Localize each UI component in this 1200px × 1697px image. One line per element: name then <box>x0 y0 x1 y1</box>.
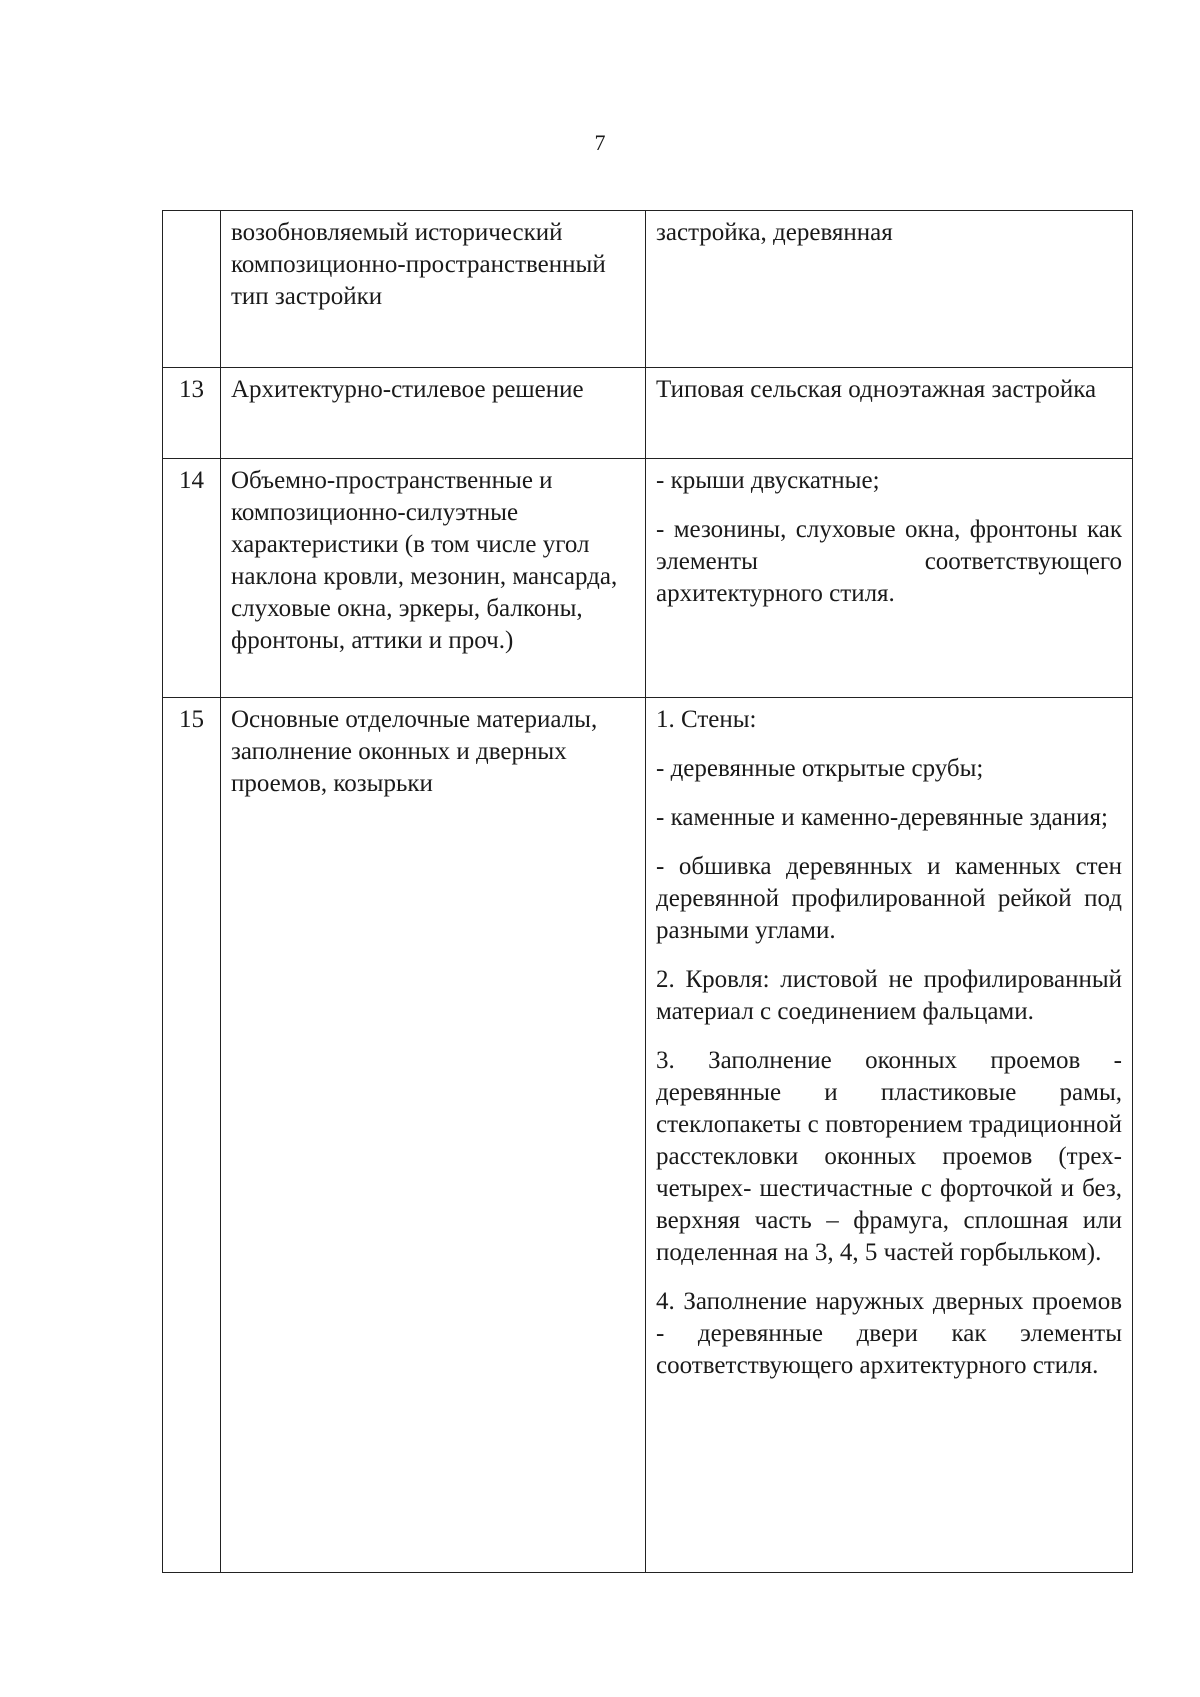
value-paragraph: - деревянные открытые срубы; <box>656 755 984 782</box>
row-number: 14 <box>163 459 221 698</box>
table-row <box>163 368 1133 459</box>
row-number: 15 <box>163 698 221 1573</box>
parameter-name-text: Архитектурно-стилевое решение <box>231 376 584 403</box>
value-paragraph: - мезонины, слуховые окна, фронтоны как элементы соответствующего архитектурного стиля. <box>656 516 1122 607</box>
value-paragraph: 3. Заполнение оконных проемов - деревянные и пластиковые рамы, стеклопакеты с повторением традиционной расстекловки оконных проемов (трех- четырех- шестичастные с форточкой и без, верхняя часть – фрамуга, сплошная или поделенная на 3, 4, 5 частей горбыльком). <box>656 1047 1122 1266</box>
page-number: 7 <box>594 130 606 155</box>
parameter-value <box>646 459 1133 698</box>
row-number: 13 <box>163 368 221 459</box>
value-paragraph: - каменные и каменно-деревянные здания; <box>656 804 1108 831</box>
value-paragraph: - обшивка деревянных и каменных стен деревянной профилированной рейкой под разными углами. <box>656 853 1122 944</box>
row-number <box>163 211 221 368</box>
value-paragraph: застройка, деревянная <box>656 219 893 246</box>
parameter-value <box>646 211 1133 368</box>
parameter-name-text: Основные отделочные материалы, заполнение оконных и дверных проемов, козырьки <box>231 706 598 797</box>
value-paragraph: Типовая сельская одноэтажная застройка <box>656 376 1097 403</box>
value-paragraph: 1. Стены: <box>656 706 757 733</box>
parameter-name <box>221 368 646 459</box>
value-paragraph: - крыши двускатные; <box>656 467 880 494</box>
value-paragraph: 4. Заполнение наружных дверных проемов - деревянные двери как элементы соответствующего архитектурного стиля. <box>656 1288 1122 1379</box>
parameter-name <box>221 211 646 368</box>
table-row <box>163 459 1133 698</box>
parameter-name-text: Объемно-пространственные и композиционно-силуэтные характеристики (в том числе угол наклона кровли, мезонин, мансарда, слуховые окна, эркеры, балконы, фронтоны, аттики и проч.) <box>231 467 618 654</box>
table-row <box>163 211 1133 368</box>
parameter-value <box>646 368 1133 459</box>
parameter-value <box>646 698 1133 1573</box>
table-row <box>163 698 1133 1573</box>
regulations-table <box>162 210 1133 1573</box>
parameter-name <box>221 698 646 1573</box>
parameter-name <box>221 459 646 698</box>
value-paragraph: 2. Кровля: листовой не профилированный материал с соединением фальцами. <box>656 966 1122 1025</box>
parameter-name-text: возобновляемый исторический композиционно-пространственный тип застройки <box>231 219 606 310</box>
